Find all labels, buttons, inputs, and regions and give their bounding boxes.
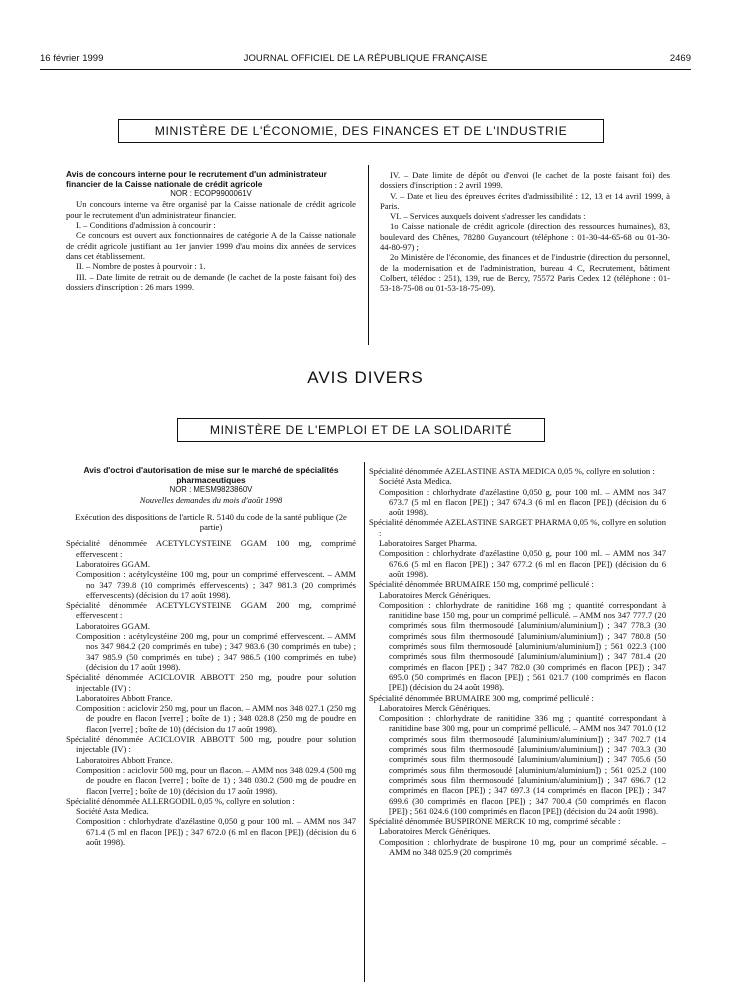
paragraph: III. – Date limite de retrait ou de demande (le cachet de la poste faisant foi) des dossiers d'inscription : 26 mars 1999. xyxy=(66,271,356,292)
paragraph: Spécialité dénommée AZELASTINE ASTA MEDICA 0,05 %, collyre en solution : xyxy=(369,466,655,476)
paragraph: Composition : chlorhydrate d'azélastine 0,050 g, pour 100 ml. – AMM nos 347 673.7 (5 ml en flacon [PE]) ; 347 674.3 (6 ml en flacon [PE]) (décision du 6 août 1998). xyxy=(379,486,666,518)
header-date: 16 février 1999 xyxy=(40,53,104,64)
paragraph: Laboratoires Abbott France. xyxy=(76,754,173,765)
paragraph: 2o Ministère de l'économie, des finances et de l'industrie (direction du personnel, de la modernisation et de l'administration, bureau 4 C, Recrutement, bâtiment Colbert, télédoc : 251), 139, rue de Bercy, 75572 Paris Cedex 12 (téléphone : 01-53-18-75-08 ou 01-53-18-75-09). xyxy=(380,252,670,294)
paragraph: Spécialité dénommée ACICLOVIR ABBOTT 250 mg, poudre pour solution injectable (IV) : xyxy=(66,672,356,693)
paragraph: Laboratoires GGAM. xyxy=(76,558,150,569)
paragraph: Laboratoires Merck Génériques. xyxy=(379,702,491,713)
paragraph: Nouvelles demandes du mois d'août 1998 xyxy=(139,495,283,506)
header-rule xyxy=(40,69,691,70)
paragraph: Société Asta Medica. xyxy=(76,806,149,817)
paragraph: II. – Nombre de postes à pourvoir : 1. xyxy=(76,261,206,272)
paragraph: Laboratoires GGAM. xyxy=(76,620,150,631)
paragraph: Spécialité dénommée BRUMAIRE 300 mg, comprimé pelliculé : xyxy=(369,692,594,703)
paragraph: Spécialité dénommée BRUMAIRE 150 mg, comprimé pelliculé : xyxy=(369,579,594,590)
paragraph: Laboratoires Abbott France. xyxy=(76,692,173,703)
paragraph: Composition : chlorhydrate de ranitidine 336 mg ; quantité correspondant à ranitidine base 300 mg, pour un comprimé pelliculé. – AMM nos 347 701.0 (12 comprimés sous film thermosoudé [aluminium/aluminium]) ; 347 702.7 (14 comprimés sous film thermosoudé [aluminium/aluminium]) ; 347 703.3 (30 comprimés sous film thermosoudé [aluminium/aluminium]) ; 347 705.6 (50 comprimés sous film thermosoudé [aluminium/aluminium]) ; 561 025.2 (100 comprimés sous film thermosoudé [aluminium/aluminium]) ; 347 696.7 (12 comprimés en flacon [PE]) ; 347 697.3 (14 comprimés en flacon [PE]) ; 347 699.6 (30 comprimés en flacon [PE]) ; 347 700.4 (50 comprimés en flacon [PE]) ; 561 024.6 (100 comprimés en flacon [PE]) (décision du 24 août 1998). xyxy=(379,713,666,816)
paragraph: I. – Conditions d'admission à concourir : xyxy=(76,220,216,231)
header-page-number: 2469 xyxy=(669,53,691,64)
paragraph: Laboratoires Merck Génériques. xyxy=(379,826,491,837)
paragraph: Ce concours est ouvert aux fonctionnaires de catégorie A de la Caisse nationale de crédit agricole justifiant au 1er janvier 1999 d'au moins dix années de services dans cet établissement. xyxy=(66,230,356,261)
column-left-concours xyxy=(66,170,356,292)
paragraph: Spécialité dénommée AZELASTINE SARGET PHARMA 0,05 %, collyre en solution : xyxy=(369,517,666,538)
paragraph: Société Asta Medica. xyxy=(379,476,452,487)
paragraph: Composition : chlorhydrate de buspirone 10 mg, pour un comprimé sécable. – AMM no 348 025.9 (20 comprimés xyxy=(379,836,666,857)
paragraph: Avis d'octroi d'autorisation de mise sur le marché de spécialités pharmaceutiques xyxy=(83,465,339,485)
paragraph: Composition : aciclovir 250 mg, pour un flacon. – AMM nos 348 027.1 (250 mg de poudre en flacon [verre] ; boîte de 1) ; 348 028.8 (250 mg de poudre en flacon [verre] ; boîte de 10) (décision du 17 août 1998). xyxy=(76,703,356,734)
paragraph: Exécution des dispositions de l'article R. 5140 du code de la santé publique (2e partie) xyxy=(75,511,347,533)
paragraph: V. – Date et lieu des épreuves écrites d'admissibilité : 12, 13 et 14 avril 1999, à Paris. xyxy=(380,190,670,211)
page-header xyxy=(40,53,691,69)
paragraph: Spécialité dénommée BUSPIRONE MERCK 10 mg, comprimé sécable : xyxy=(369,816,621,827)
ministry-box-economie xyxy=(118,119,604,143)
header-journal-title: JOURNAL OFFICIEL DE LA RÉPUBLIQUE FRANÇAISE xyxy=(243,53,488,64)
column-right-concours xyxy=(380,170,670,294)
paragraph: Composition : chlorhydrate de ranitidine 168 mg ; quantité correspondant à ranitidine base 150 mg, pour un comprimé pelliculé. – AMM nos 347 777.7 (20 comprimés sous film thermosoudé [aluminium/aluminium]) ; 347 778.3 (30 comprimés sous film thermosoudé [aluminium/aluminium]) ; 347 780.8 (50 comprimés sous film thermosoudé [aluminium/aluminium]) ; 561 022.3 (100 comprimés sous film thermosoudé [aluminium/aluminium]) ; 347 781.4 (20 comprimés en flacon [PE]) ; 347 782.0 (30 comprimés en flacon [PE]) ; 347 695.0 (50 comprimés en flacon [PE]) ; 561 021.7 (100 comprimés en flacon [PE]) (décision du 24 août 1998). xyxy=(379,599,666,693)
ministry-title: MINISTÈRE DE L'EMPLOI ET DE LA SOLIDARITÉ xyxy=(209,423,513,437)
column-left-amm xyxy=(66,466,356,847)
paragraph: Composition : chlorhydrate d'azélastine 0,050 g, pour 100 ml. – AMM nos 347 676.6 (5 ml en flacon [PE]) ; 347 677.2 (6 ml en flacon [PE]) (décision du 6 août 1998). xyxy=(379,548,666,579)
paragraph: Spécialité dénommée ALLERGODIL 0,05 %, collyre en solution : xyxy=(66,795,295,806)
paragraph: VI. – Services auxquels doivent s'adresser les candidats : xyxy=(390,211,586,222)
column-divider xyxy=(364,462,365,982)
paragraph: Laboratoires Sarget Pharma. xyxy=(379,538,477,549)
paragraph: Composition : aciclovir 500 mg, pour un flacon. – AMM nos 348 029.4 (500 mg de poudre en flacon [verre] ; boîte de 1) ; 348 030.2 (500 mg de poudre en flacon [verre] ; boîte de 10) (décision du 17 août 1998). xyxy=(76,764,356,796)
paragraph: Spécialité dénommée ACICLOVIR ABBOTT 500 mg, poudre pour solution injectable (IV) : xyxy=(66,734,356,755)
paragraph: Spécialité dénommée ACETYLCYSTEINE GGAM 100 mg, comprimé effervescent : xyxy=(66,538,356,559)
paragraph: 1o Caisse nationale de crédit agricole (direction des ressources humaines), 83, boulevard des Chênes, 78280 Guyancourt (téléphone : 01-30-44-65-68 ou 01-30-44-80-97) ; xyxy=(380,221,670,253)
paragraph: IV. – Date limite de dépôt ou d'envoi (le cachet de la poste faisant foi) des dossiers d'inscription : 2 avril 1999. xyxy=(380,170,670,191)
paragraph: Avis de concours interne pour le recrutement d'un administrateur financier de la Caisse nationale de crédit agricole xyxy=(66,169,327,189)
paragraph: Un concours interne va être organisé par la Caisse nationale de crédit agricole pour le recrutement d'un administrateur financier. xyxy=(66,199,356,220)
column-divider xyxy=(368,165,369,345)
ministry-box-emploi xyxy=(177,418,545,442)
column-right-amm xyxy=(369,466,666,857)
paragraph: NOR : MESM9823860V xyxy=(169,485,253,495)
paragraph: Spécialité dénommée ACETYLCYSTEINE GGAM 200 mg, comprimé effervescent : xyxy=(66,600,356,621)
paragraph: NOR : ECOP9900061V xyxy=(170,189,252,199)
paragraph: Composition : chlorhydrate d'azélastine 0,050 g pour 100 ml. – AMM nos 347 671.4 (5 ml en flacon [PE]) ; 347 672.0 (6 ml en flacon [PE]) (décision du 6 août 1998). xyxy=(76,816,356,847)
paragraph: Composition : acétylcystéine 100 mg, pour un comprimé effervescent. – AMM no 347 739.8 (10 comprimés effervescents) ; 347 981.3 (20 comprimés effervescents) (décision du 17 août 1998). xyxy=(76,569,356,600)
paragraph: Composition : acétylcystéine 200 mg, pour un comprimé effervescent. – AMM nos 347 984.2 (20 comprimés en tube) ; 347 983.6 (30 comprimés en tube) ; 347 985.9 (50 comprimés en tube) ; 347 986.5 (100 comprimés en tube) (décision du 17 août 1998). xyxy=(76,631,356,672)
paragraph: Laboratoires Merck Génériques. xyxy=(379,589,491,600)
ministry-title: MINISTÈRE DE L'ÉCONOMIE, DES FINANCES ET DE L'INDUSTRIE xyxy=(154,124,568,138)
avis-divers-heading: AVIS DIVERS xyxy=(307,368,424,387)
